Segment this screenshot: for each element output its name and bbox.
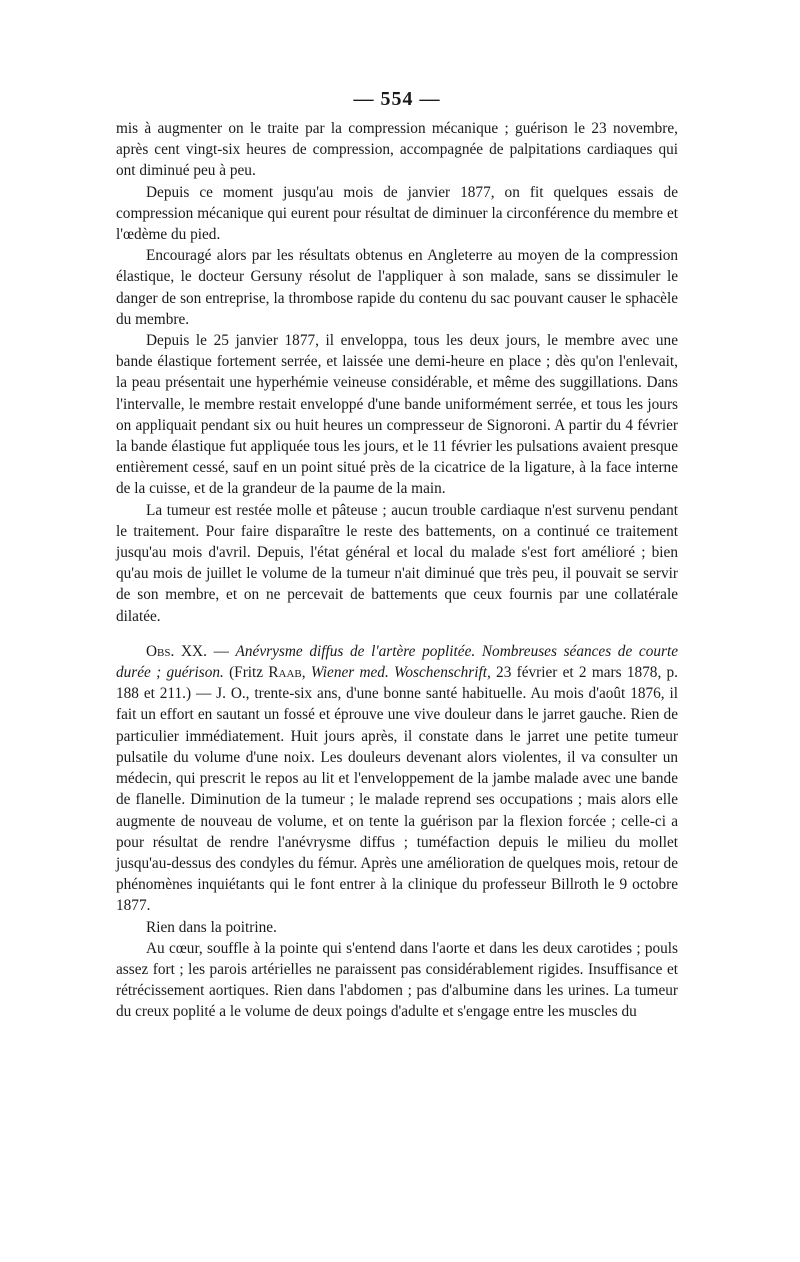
observation-label: Obs. XX. [146, 642, 207, 660]
observation-body: 23 février et 2 mars 1878, p. 188 et 211.) — J. O., trente-six ans, d'une bonne santé habituelle. Au mois d'août 1876, il fait un effort en sautant un fossé et éprouve une vive douleur dans le jarret gauche. Rien de particulier immédiatement. Huit jours après, il constate dans le jarret une petite tumeur pulsatile du volume d'une noix. Les douleurs devenant alors violentes, il va consulter un médecin, qui prescrit le repos au lit et l'enveloppement de la jambe malade avec une bande de flanelle. Diminution de la tumeur ; le malade reprend ses occupations ; mais alors elle augmente de nouveau de volume, et on tente la guérison par la flexion forcée ; celle-ci a pour résultat de rendre l'anévrysme diffus ; tuméfaction depuis le milieu du mollet jusqu'au-dessus des condyles du fémur. Après une amélioration de quelques mois, retour de phénomènes inquiétants qui le font entrer à la clinique du professeur Billroth le 9 octobre 1877. [116, 664, 678, 915]
paragraph-mechanical-compression: Depuis ce moment jusqu'au mois de janvier 1877, on fit quelques essais de compression mécanique qui eurent pour résultat de diminuer la circonférence du membre et l'œdème du pied. [116, 183, 678, 244]
paragraph-treatment-course: Depuis le 25 janvier 1877, il enveloppa, tous les deux jours, le membre avec une bande élastique fortement serrée, et laissée une demi-heure en place ; dès qu'on l'enlevait, la peau présentait une hyperhémie veineuse considérable, et même des suggillations. Dans l'intervalle, le membre restait enveloppé d'une bande uniformément serrée, et tous les jours on appliquait pendant six ou huit heures un compresseur de Signoroni. A partir du 4 février la bande élastique fut appliquée tous les jours, et le 11 février les pulsations avaient presque entièrement cessé, sauf en un point situé près de la cicatrice de la ligature, à la face interne de la cuisse, et de la grandeur de la paume de la main. [116, 332, 678, 498]
observation-title: Anévrysme diffus de l'artère poplitée. Nombreuses séances de courte durée ; guérison. [116, 642, 678, 682]
observation-ref-open: (Fritz [223, 664, 269, 682]
observation-author: Raab [268, 664, 302, 682]
paragraph-outcome: La tumeur est restée molle et pâteuse ; aucun trouble cardiaque n'est survenu pendant le traitement. Pour faire disparaître le reste des battements, on a continué ce traitement jusqu'au mois d'avril. Depuis, l'état général et local du malade s'est fort amélioré ; bien qu'au mois de juillet le volume de la tumeur n'ait diminué que très peu, il pouvait se servir de son membre, et on ne percevait de battements que ceux fournis par une collatérale dilatée. [116, 501, 678, 625]
observation-dash: — [206, 642, 236, 660]
observation-paragraph [116, 641, 678, 917]
document-page [116, 86, 678, 1023]
paragraph-chest: Rien dans la poitrine. [146, 918, 277, 936]
paragraph-heart: Au cœur, souffle à la pointe qui s'entend dans l'aorte et dans les deux carotides ; pouls assez fort ; les parois artérielles ne paraissent pas considérablement rigides. Insuffisance et rétrécissement aortiques. Rien dans l'abdomen ; pas d'albumine dans les urines. La tumeur du creux poplité a le volume de deux poings d'adulte et s'engage entre les muscles du [116, 939, 678, 1021]
paragraph-elastic-compression: Encouragé alors par les résultats obtenus en Angleterre au moyen de la compression élastique, le docteur Gersuny résolut de l'appliquer à son malade, sans se dissimuler le danger de son entreprise, la thrombose rapide du contenu du sac pouvant causer le sphacèle du membre. [116, 247, 678, 328]
paragraph-continuation: mis à augmenter on le traite par la compression mécanique ; guérison le 23 novembre, après cent vingt-six heures de compression, accompagnée de palpitations cardiaques qui ont diminué peu à peu. [116, 120, 678, 180]
observation-ref-sep: , [301, 664, 311, 682]
section-gap [116, 627, 678, 641]
page-number: — 554 — [353, 88, 441, 110]
observation-journal: Wiener med. Woschenschrift, [310, 664, 491, 682]
